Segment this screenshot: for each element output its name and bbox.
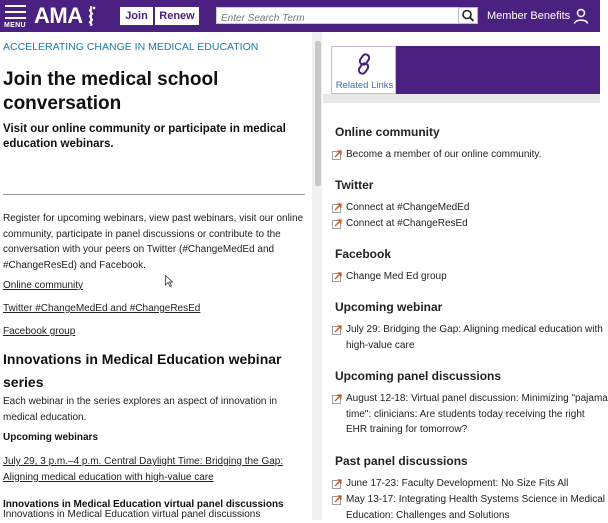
external-link-icon [332, 150, 342, 160]
related-link-text: Connect at #ChangeResEd [346, 218, 468, 229]
related-link-item[interactable] [332, 322, 608, 353]
top-navigation-bar [0, 0, 600, 32]
truncated-text-line [3, 509, 303, 521]
staff-of-asclepius-icon [85, 5, 97, 27]
facebook-group-link[interactable]: Facebook group [3, 326, 76, 337]
related-link-text: Become a member of our online community. [346, 149, 542, 160]
scrollbar-thumb[interactable] [315, 41, 321, 186]
hamburger-bar [5, 11, 26, 13]
user-account-icon[interactable] [573, 8, 589, 24]
truncated-text: Innovations in Medical Education virtual panel discussions [3, 509, 261, 520]
external-link-icon [332, 203, 342, 213]
page-title: Join the medical school conversation [3, 69, 219, 114]
article-pane [0, 32, 322, 520]
search-button[interactable] [458, 7, 478, 24]
panel-discussions-heading: Innovations in Medical Education virtual panel discussions [3, 499, 284, 510]
member-benefits-link[interactable]: Member Benefits [487, 10, 571, 22]
search-field[interactable] [216, 7, 459, 24]
online-community-heading: Online community [335, 125, 440, 139]
past-panel-heading: Past panel discussions [335, 454, 468, 468]
upcoming-webinars-heading: Upcoming webinars [3, 432, 99, 443]
related-link-item[interactable] [332, 200, 469, 216]
related-links-tab[interactable] [331, 46, 396, 94]
external-link-icon [332, 495, 342, 505]
related-link-item[interactable] [332, 269, 447, 285]
related-link-item[interactable] [332, 492, 608, 523]
online-community-link[interactable]: Online community [3, 280, 84, 291]
search-input[interactable] [217, 11, 458, 26]
related-links-label: Related Links [335, 80, 394, 91]
series-description: Each webinar in the series explores an aspect of innovation in medical education. [3, 396, 278, 423]
related-top-strip [323, 32, 600, 46]
related-link-text: May 13-17: Integrating Health Systems Science in Medical Education: Challenges and Solutions [346, 494, 606, 521]
chain-link-icon [356, 53, 372, 75]
facebook-heading: Facebook [335, 247, 392, 261]
external-link-icon [332, 479, 342, 489]
external-link-icon [332, 394, 342, 404]
external-link-icon [332, 272, 342, 282]
related-link-item[interactable] [332, 147, 541, 163]
related-link-text: Connect at #ChangeMedEd [346, 202, 470, 213]
upcoming-panel-heading: Upcoming panel discussions [335, 369, 502, 383]
external-link-icon [332, 219, 342, 229]
separator-band [323, 94, 600, 103]
logo-text: AMA [34, 3, 83, 28]
related-link-item[interactable] [332, 476, 568, 492]
related-link-item[interactable] [332, 391, 608, 438]
upcoming-webinar-heading: Upcoming webinar [335, 300, 443, 314]
related-link-text: June 17-23: Faculty Development: No Size Fits All [346, 478, 569, 489]
webinar-series-heading: Innovations in Medical Education webinar series [3, 351, 282, 390]
ama-logo[interactable] [34, 3, 97, 29]
mouse-cursor-icon [165, 275, 173, 287]
related-links-pane [323, 32, 608, 521]
hamburger-bar [5, 17, 26, 19]
hamburger-icon [5, 5, 26, 7]
related-link-item[interactable] [332, 216, 468, 232]
related-links-list [323, 103, 608, 521]
twitter-link[interactable]: Twitter #ChangeMedEd and #ChangeResEd [3, 303, 201, 314]
join-button[interactable]: Join [120, 7, 153, 25]
search-icon [459, 8, 477, 23]
related-links-banner [396, 46, 600, 94]
related-link-text: August 12-18: Virtual panel discussion: Minimizing "pajama time": clinicians: Are students today receiving the right EHR training for tomorrow? [346, 393, 608, 435]
twitter-heading: Twitter [335, 178, 374, 192]
external-link-icon [332, 325, 342, 335]
intro-paragraph: Register for upcoming webinars, view past webinars, visit our online community, participate in panel discussions or contribute to the conversation with your peers on Twitter (#ChangeMedEd and #ChangeResEd) and Facebook. [3, 213, 304, 271]
related-link-text: July 29: Bridging the Gap: Aligning medical education with high-value care [346, 324, 603, 351]
renew-button[interactable]: Renew [155, 7, 199, 25]
menu-button[interactable] [4, 2, 28, 30]
upcoming-webinar-link[interactable]: July 29, 3 p.m.–4 p.m. Central Daylight Time: Bridging the Gap: Aligning medical education with high-value care [3, 456, 284, 483]
divider [3, 194, 305, 195]
related-link-text: Change Med Ed group [346, 271, 447, 282]
page-subtitle: Visit our online community or participate in medical education webinars. [3, 123, 286, 150]
article-kicker[interactable]: ACCELERATING CHANGE IN MEDICAL EDUCATION [3, 41, 259, 53]
menu-label: MENU [4, 22, 26, 29]
